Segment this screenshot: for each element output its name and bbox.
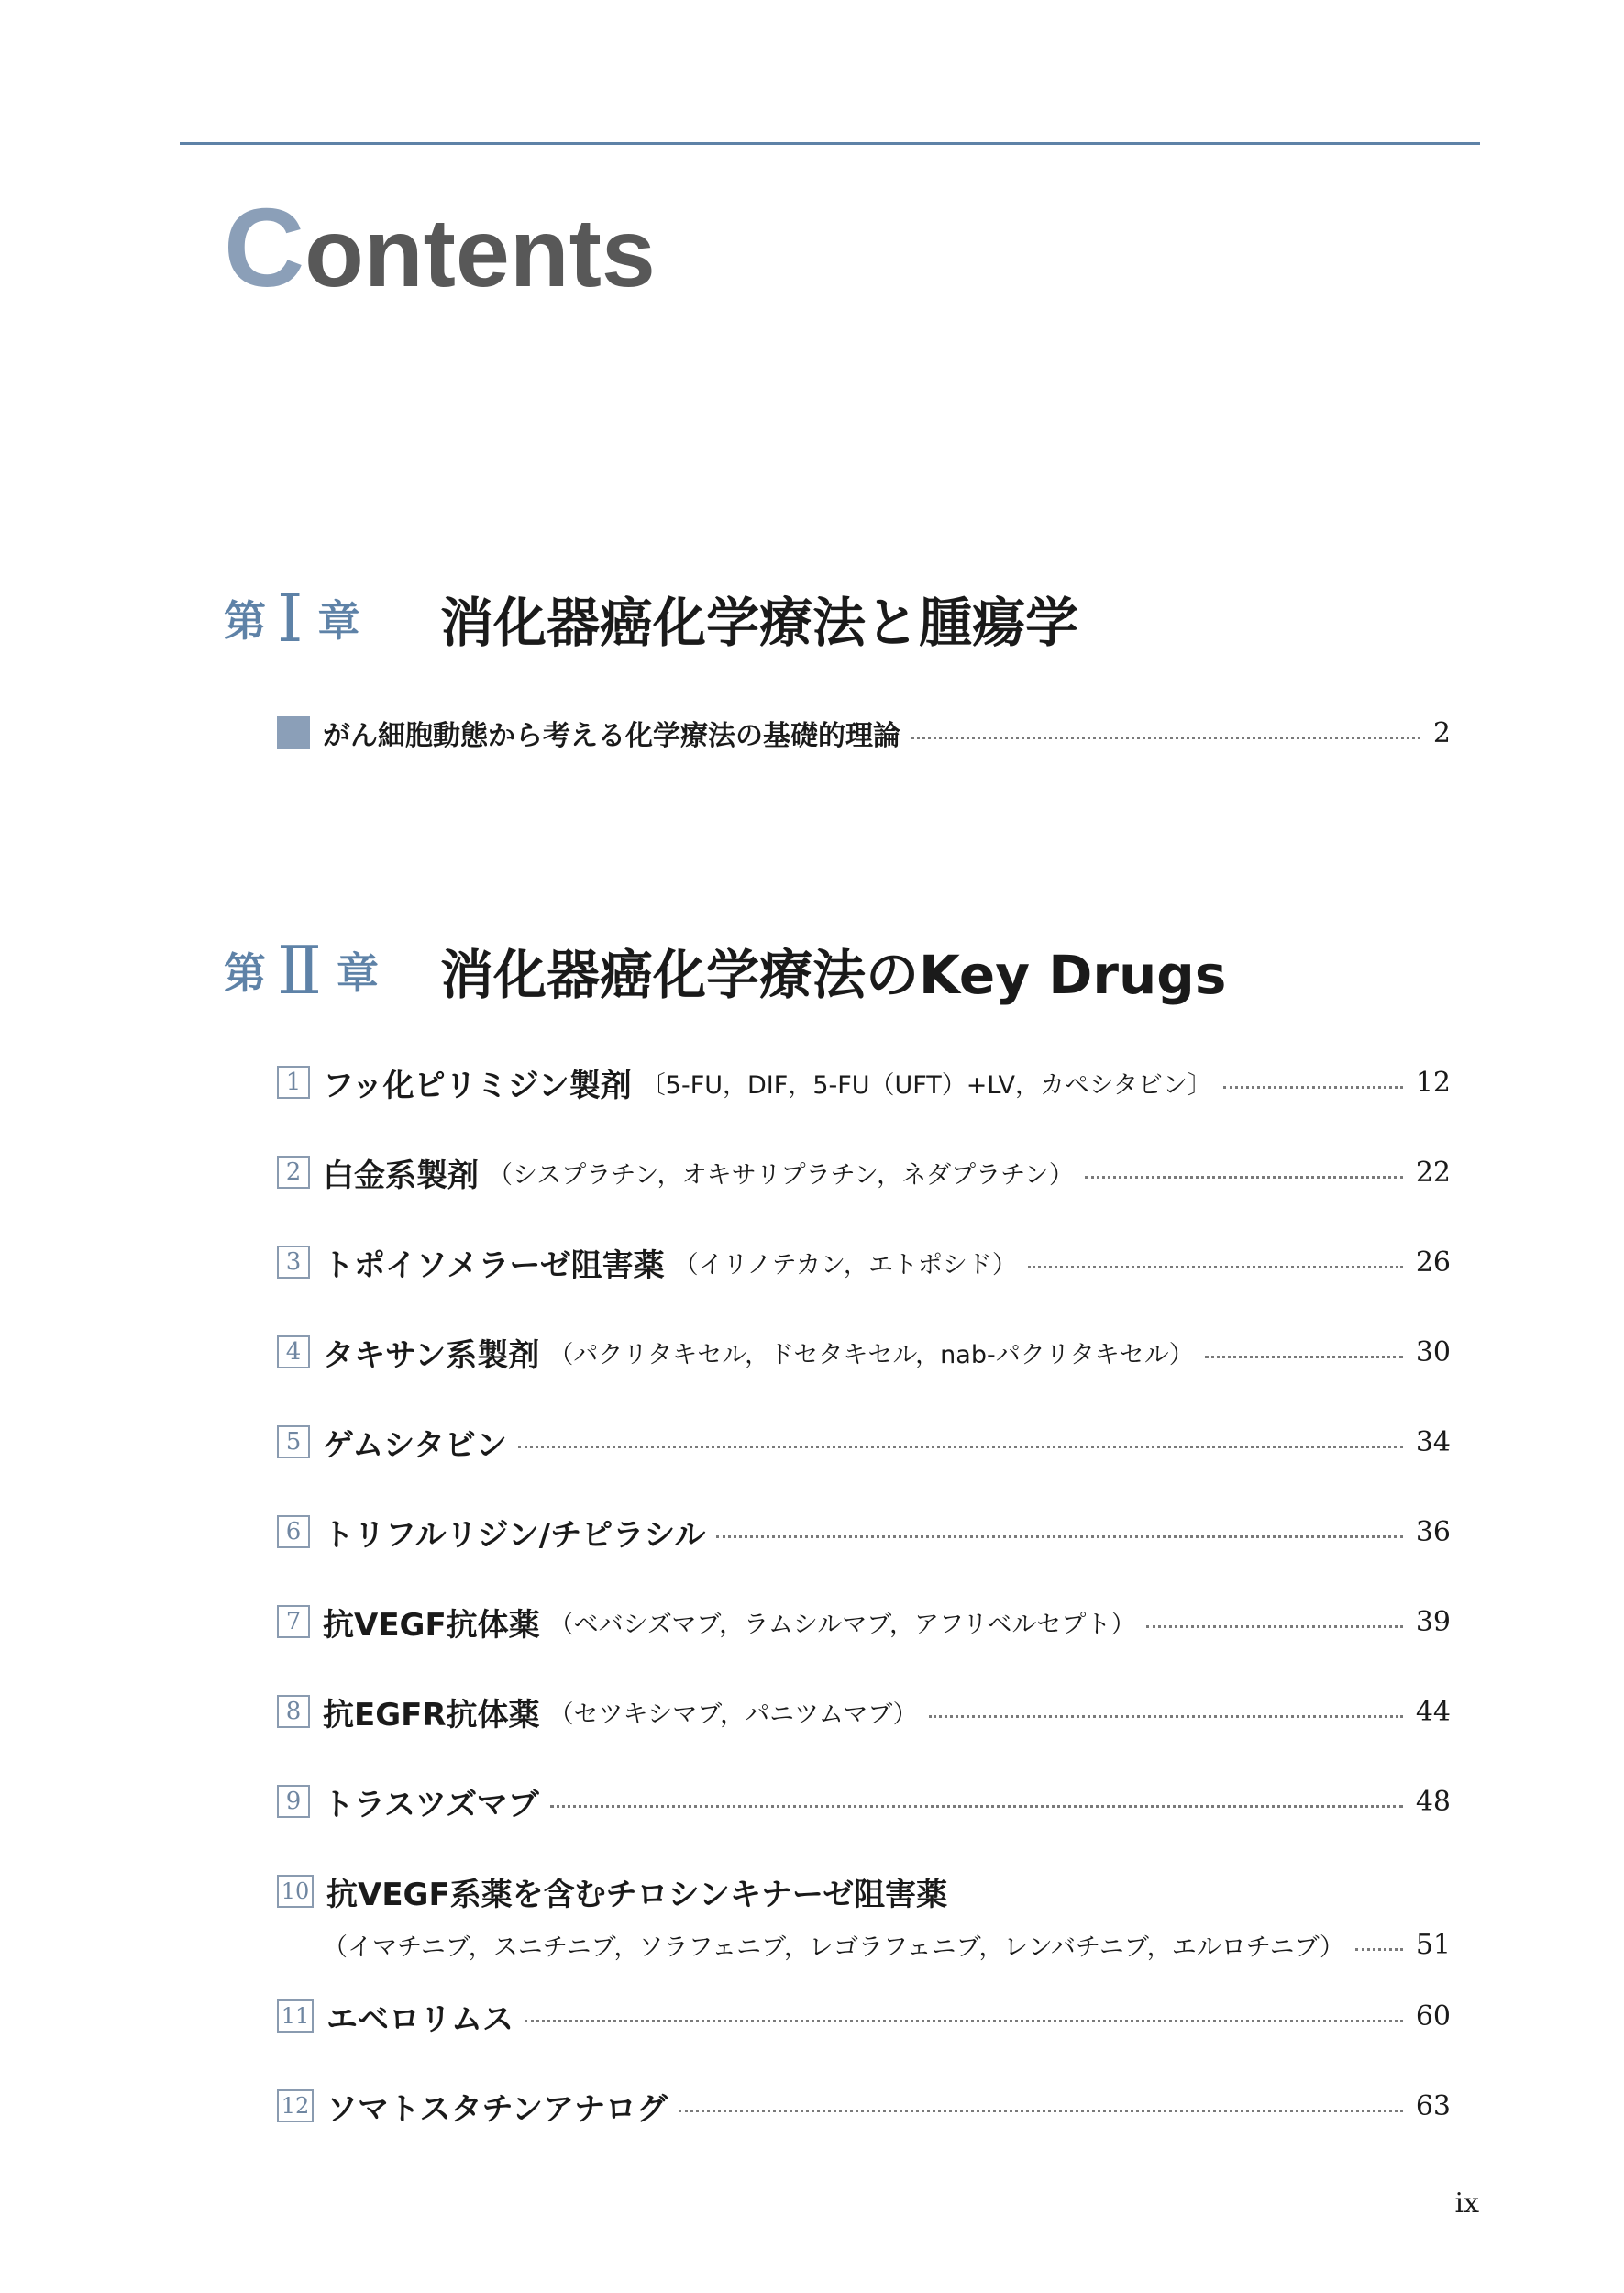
dot-leader [1205,1356,1403,1358]
toc-entry-title: 抗EGFR抗体薬 [323,1696,540,1734]
toc-page-number: 51 [1415,1928,1451,1961]
toc-page-number: 22 [1415,1156,1451,1189]
toc-entry[interactable] [277,1686,1451,1737]
dot-leader [525,2020,1403,2022]
dot-leader [550,1805,1403,1808]
toc-entry-title: エベロリムス [326,2000,514,2038]
chapter-title: 消化器癌化学療法と腫瘍学 [440,592,1079,654]
toc-entry-title: トリフルリジン/チピラシル [323,1516,706,1554]
toc-page-number: 34 [1415,1425,1451,1458]
toc-page-number: 63 [1415,2089,1451,2122]
chapter-suffix: 章 [317,596,360,646]
item-number-box: 11 [277,1999,314,2033]
dot-leader [716,1535,1402,1538]
toc-entry[interactable] [277,1990,1451,2042]
toc-entry-subtitle: （シスプラチン，オキサリプラチン，ネダプラチン） [488,1160,1074,1190]
toc-entry-title: 白金系製剤 [323,1157,479,1194]
contents-heading-rest: ontents [304,199,656,307]
toc-entry[interactable] [277,1506,1451,1557]
chapter-title: 消化器癌化学療法のKey Drugs [440,944,1227,1006]
chapter-1-heading [224,572,1079,664]
toc-entry[interactable] [277,707,1451,759]
toc-page-number: 48 [1415,1785,1451,1818]
item-number-box: 3 [277,1246,310,1279]
toc-entry[interactable] [277,1866,1451,1917]
dot-leader [1223,1086,1403,1089]
item-number-box: 12 [277,2089,314,2122]
toc-page-number: 39 [1415,1605,1451,1638]
toc-entry-subtitle: （イリノテカン，エトポシド） [673,1250,1017,1279]
item-number-box: 8 [277,1695,310,1728]
dot-leader [518,1446,1403,1448]
contents-heading-initial: C [224,185,305,310]
toc-entry-title: タキサン系製剤 [323,1336,540,1374]
chapter-suffix: 章 [336,948,379,998]
item-number-box: 4 [277,1335,310,1368]
dot-leader [1028,1266,1403,1268]
item-number-box: 5 [277,1425,310,1458]
toc-entry-title: がん細胞動態から考える化学療法の基礎的理論 [323,720,900,752]
toc-entry-subtitle: （パクリタキセル，ドセタキセル，nab-パクリタキセル） [548,1340,1194,1369]
toc-entry-title: トポイソメラーゼ阻害薬 [323,1246,665,1284]
toc-entry-subtitle: （セツキシマブ，パニツムマブ） [548,1700,918,1729]
toc-entry-title: ゲムシタビン [323,1426,507,1464]
toc-entry-title: ソマトスタチンアナログ [326,2090,668,2128]
toc-entry-subtitle: 〔5-FU，DIF，5-FU（UFT）+LV，カペシタビン〕 [640,1070,1212,1100]
toc-entry[interactable] [277,1326,1451,1378]
item-number-box: 2 [277,1156,310,1189]
chapter-numeral: Ⅱ [277,932,322,1009]
top-rule [180,142,1480,145]
contents-heading [224,183,656,317]
toc-entry[interactable] [277,1776,1451,1827]
toc-page-number: 12 [1415,1066,1451,1099]
toc-entry[interactable] [277,1236,1451,1288]
square-bullet-icon [277,716,310,749]
toc-entry[interactable] [277,1146,1451,1198]
toc-page-number: 30 [1415,1335,1451,1368]
item-number-box: 1 [277,1066,310,1099]
toc-entry[interactable] [277,1416,1451,1468]
chapter-prefix: 第 [224,596,266,646]
toc-entry-subtitle: （ベバシズマブ，ラムシルマブ，アフリベルセプト） [548,1610,1136,1639]
toc-page-number: 60 [1415,1999,1451,2033]
toc-entry-subtitle: （イマチニブ，スニチニブ，ソラフェニブ，レゴラフェニブ，レンバチニブ，エルロチニブ） [323,1933,1344,1962]
toc-entry[interactable] [277,1596,1451,1647]
item-number-box: 10 [277,1875,314,1908]
item-number-box: 6 [277,1515,310,1548]
toc-entry[interactable] [277,1057,1451,1108]
chapter-2-heading [224,925,1227,1016]
item-number-box: 7 [277,1605,310,1638]
toc-entry-title: トラスツズマブ [323,1786,539,1823]
toc-entry[interactable] [277,2080,1451,2132]
toc-page-number: 36 [1415,1515,1451,1548]
dot-leader [1355,1948,1403,1951]
toc-entry-continuation[interactable] [323,1919,1451,1970]
chapter-numeral: Ⅰ [277,580,304,657]
dot-leader [911,737,1420,739]
toc-entry-title: 抗VEGF系薬を含むチロシンキナーゼ阻害薬 [326,1876,948,1913]
item-number-box: 9 [277,1785,310,1818]
dot-leader [1146,1625,1402,1628]
toc-page-number: 26 [1415,1246,1451,1279]
toc-page-number: 2 [1432,716,1451,749]
dot-leader [1085,1176,1403,1179]
toc-page-number: 44 [1415,1695,1451,1728]
chapter-prefix: 第 [224,948,266,998]
dot-leader [679,2110,1403,2112]
toc-entry-title: フッ化ピリミジン製剤 [323,1067,632,1104]
page-folio: ix [1454,2188,1479,2220]
dot-leader [929,1715,1403,1718]
toc-entry-title: 抗VEGF抗体薬 [323,1606,540,1644]
